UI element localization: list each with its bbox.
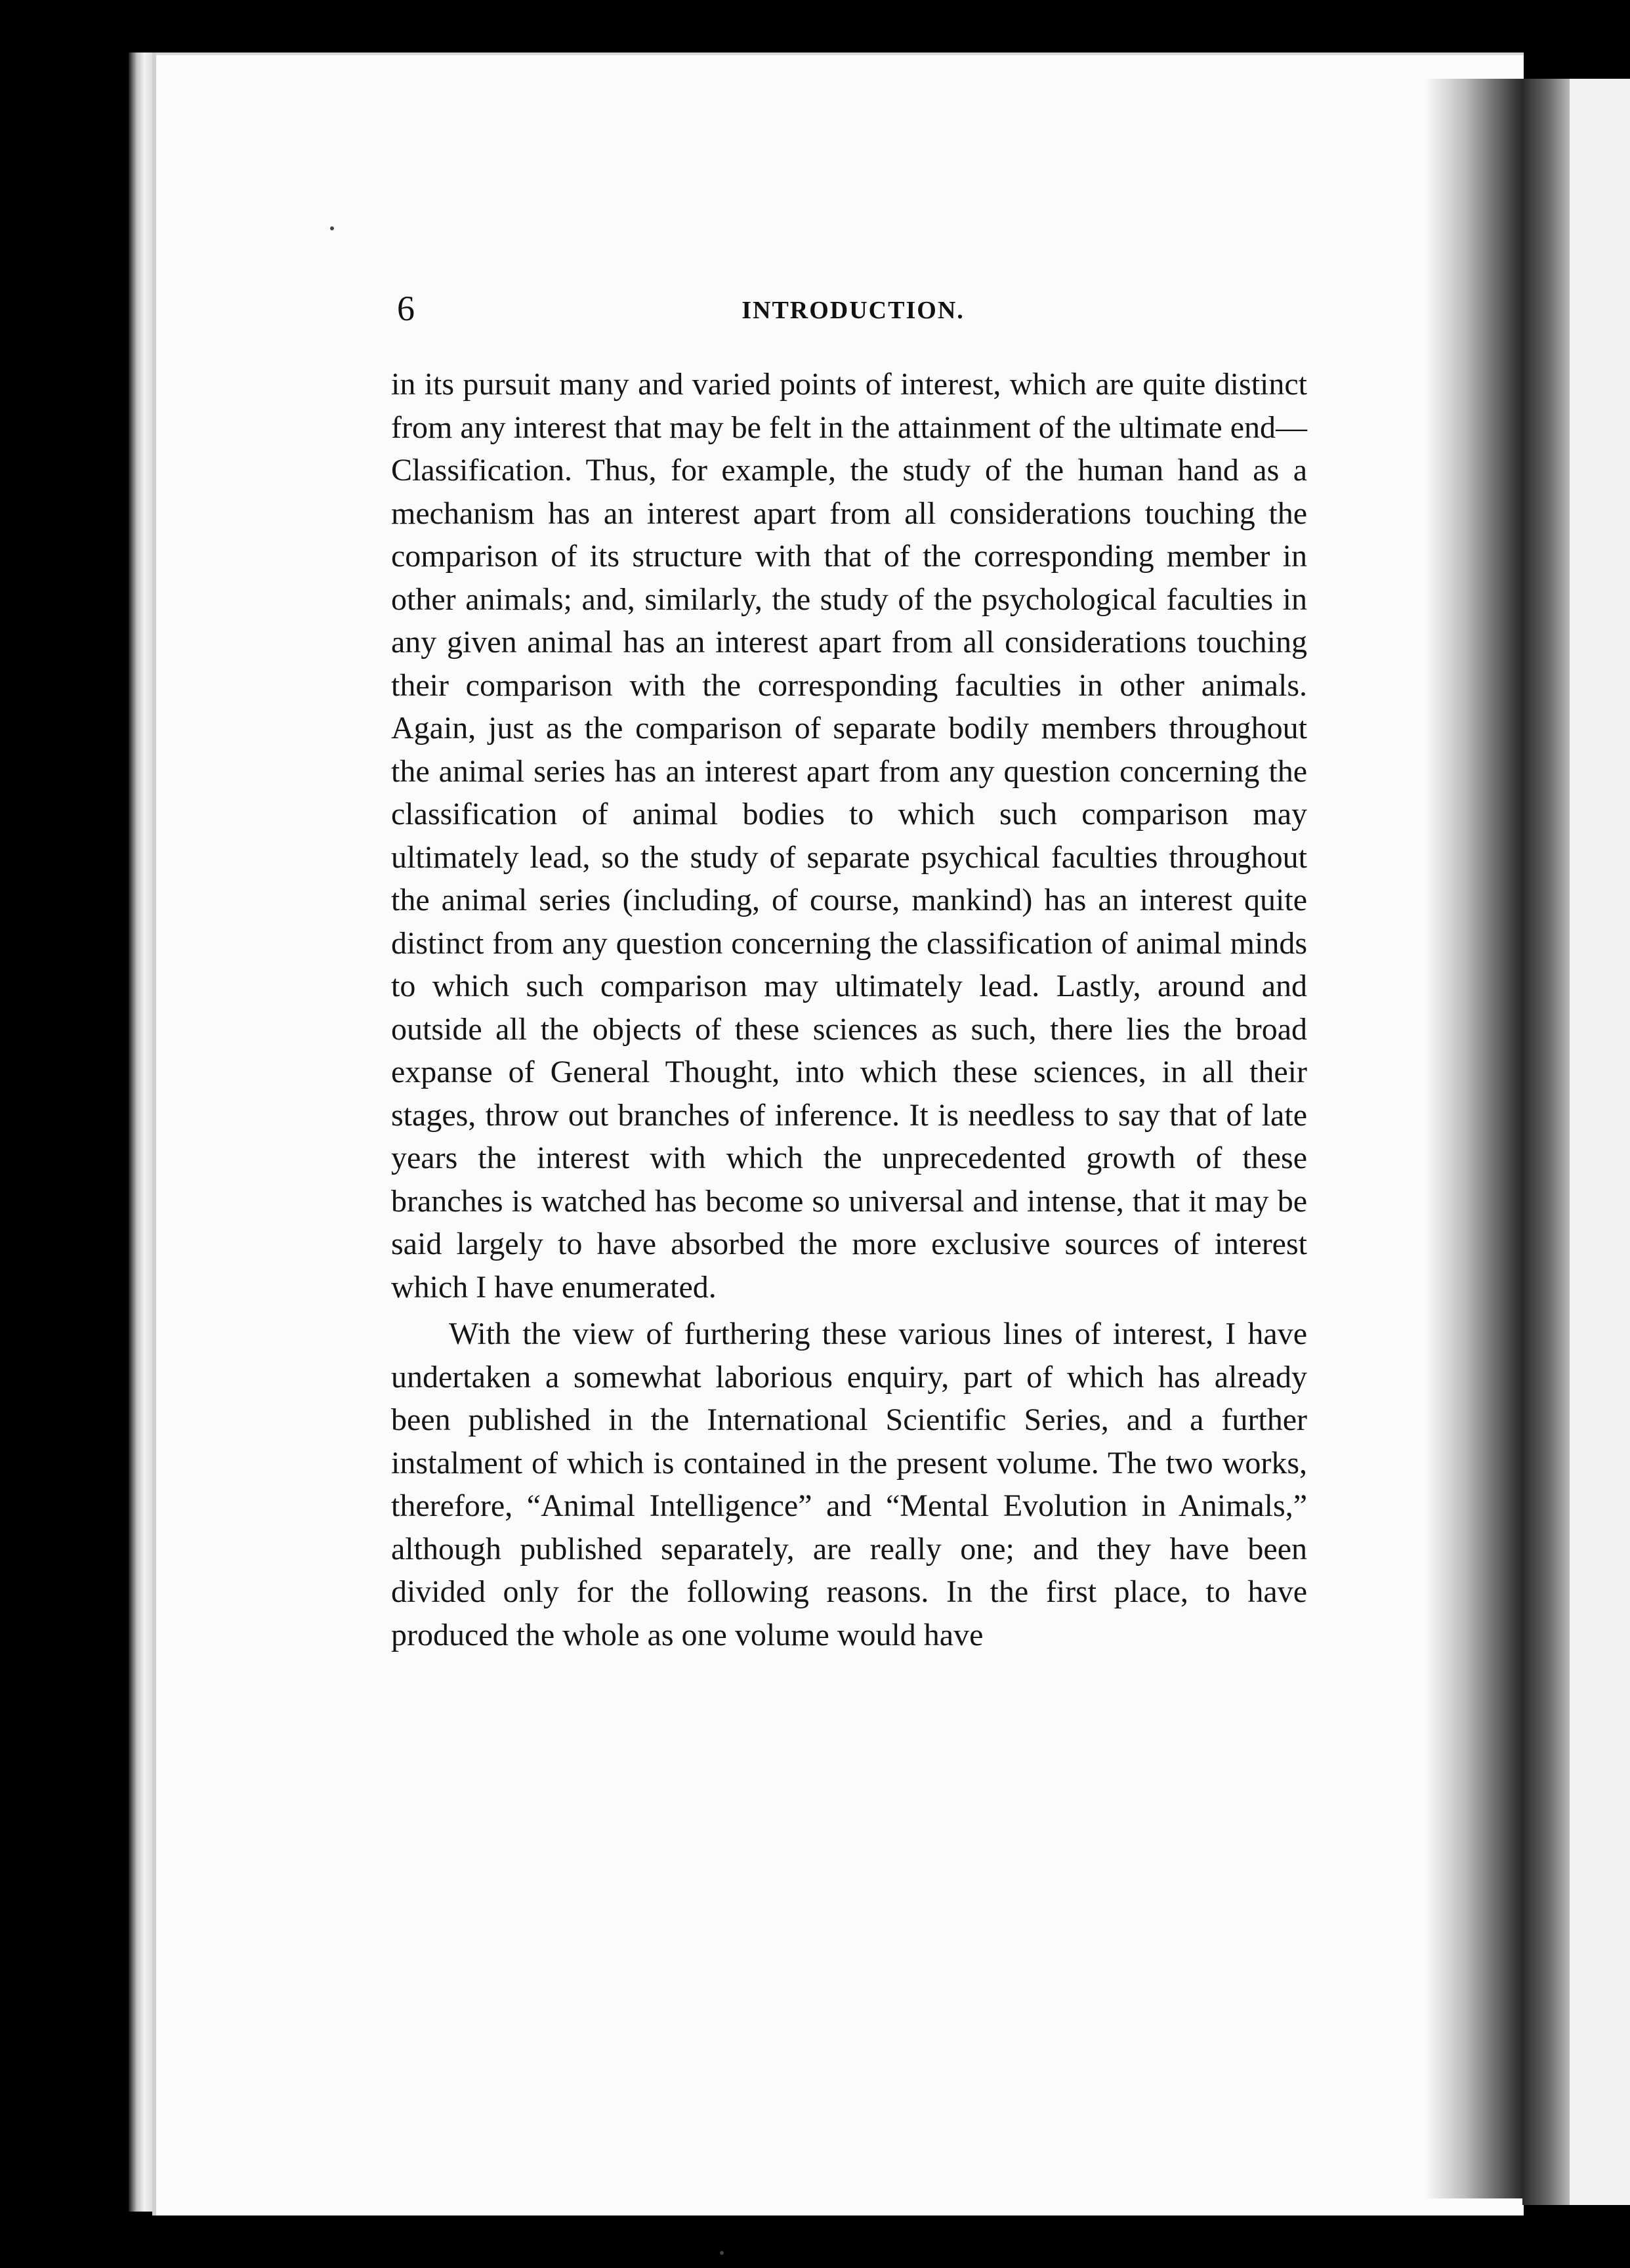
spine-shadow <box>1522 79 1575 2205</box>
paragraph-1: in its pursuit many and varied points of interest, which are quite distinct from any interest that may be felt in the attainment of the ultimate end—Classification. Thus, for example, the study of the human hand as a mechanism has an interest apart from all considerations touching the comparison of its structure with that of the corresponding member in other animals; and, similarly, the study of the psychological faculties in any given animal has an interest apart from all considerations touching their comparison with the corresponding faculties in other animals. Again, just as the comparison of separate bodily members throughout the animal series has an interest apart from any question concerning the classification of animal bodies to which such comparison may ultimately lead, so the study of separate psychical faculties throughout the animal series (including, of course, mankind) has an interest quite distinct from any question concerning the classification of animal minds to which such comparison may ultimately lead. Lastly, around and outside all the objects of these sciences as such, there lies the broad expanse of General Thought, into which these sciences, in all their stages, throw out branches of inference. It is needless to say that of late years the interest with which the unprecedented growth of these branches is watched has become so universal and intense, that it may be said largely to have absorbed the more exclusive sources of interest which I have enumerated. <box>391 367 1307 1305</box>
left-page-edge <box>129 52 155 2212</box>
running-head: INTRODUCTION. <box>742 297 965 324</box>
gutter-shadow <box>1425 79 1524 2198</box>
scan-speck <box>330 226 334 230</box>
page-number: 6 <box>397 289 415 328</box>
body-text <box>391 363 1307 1656</box>
paragraph-2: With the view of furthering these various lines of interest, I have undertaken a somewhat laborious enquiry, part of which has already been published in the International Scientific Series, and a further instalment of which is contained in the present volume. The two works, therefore, “Animal Intelligence” and “Mental Evolution in Animals,” although published separately, are really one; and they have been divided only for the following reasons. In the first place, to have produced the whole as one volume would have <box>391 1316 1307 1652</box>
scan-speck <box>720 2251 724 2255</box>
page-header <box>397 285 1309 331</box>
facing-page-edge <box>1570 79 1630 2205</box>
